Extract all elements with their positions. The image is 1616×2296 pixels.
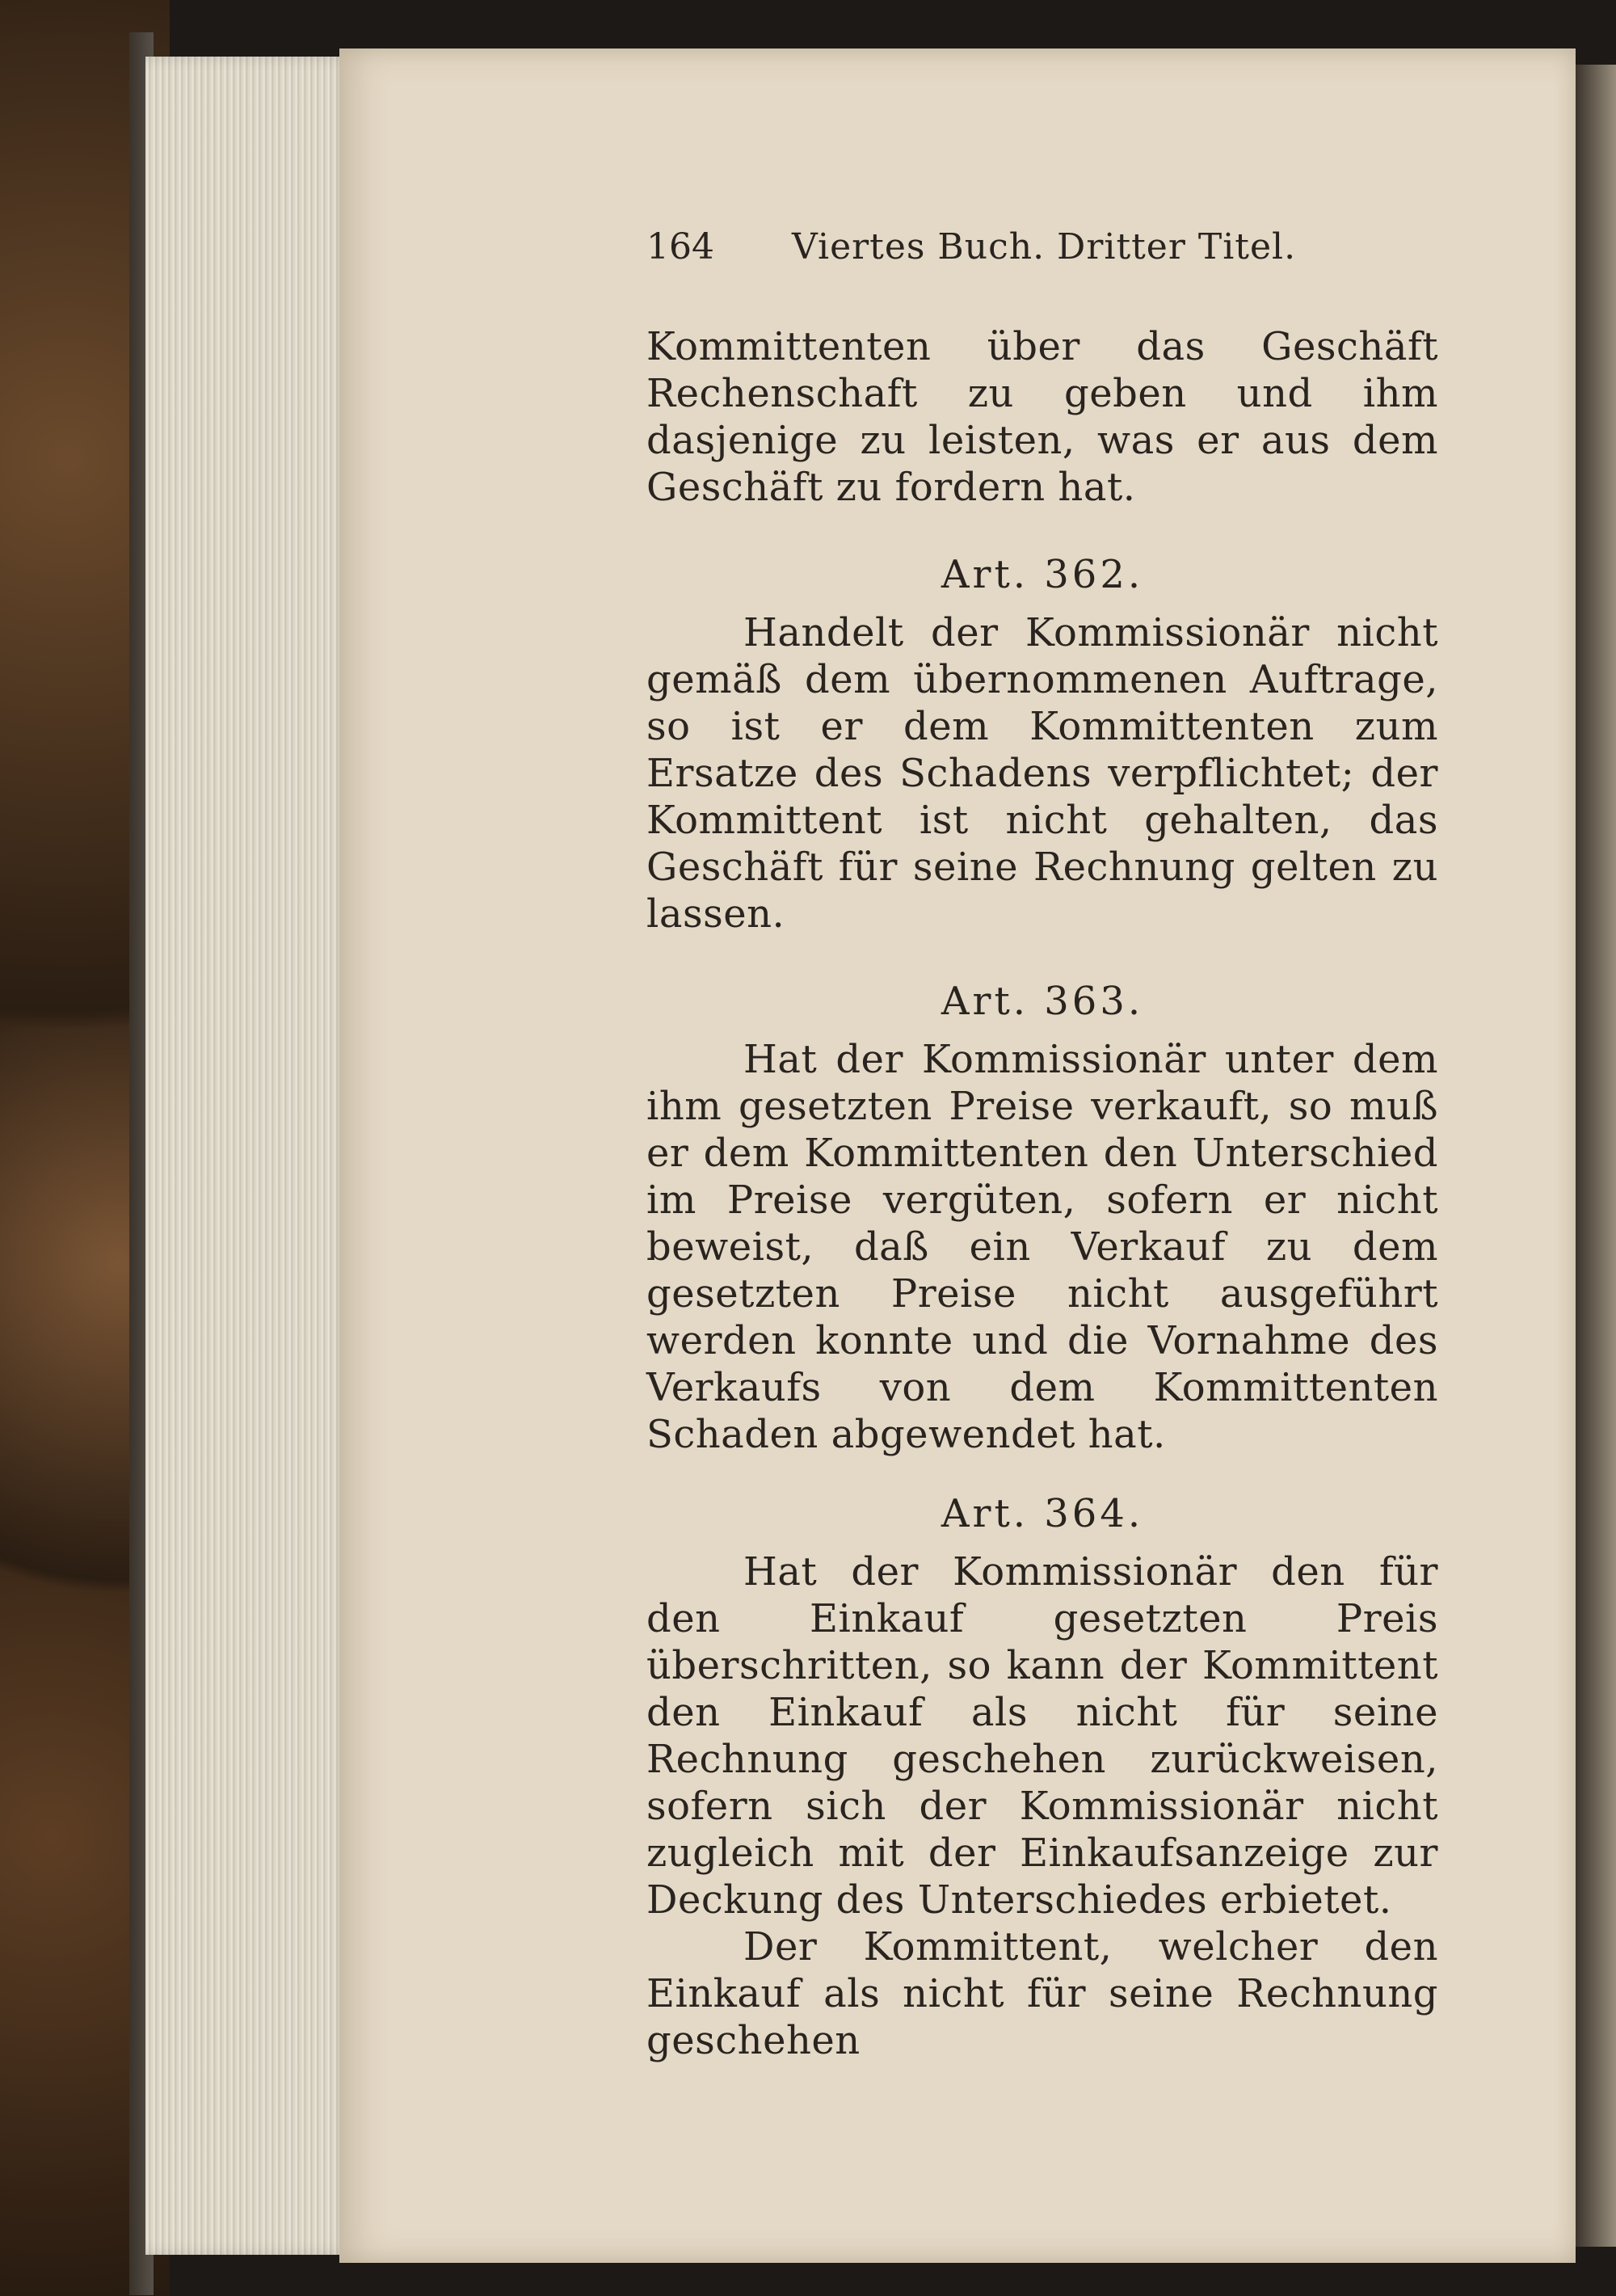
article-heading: Art. 362. xyxy=(941,552,1144,597)
article-paragraph: Handelt der Kommissionär nicht gemäß dem übernommenen Auftrage, so ist er dem Kommittenten zum Ersatze des Schadens verpflichtet; der Kommittent ist nicht gehalten, das Geschäft für seine Rechnung gelten zu lassen. xyxy=(646,610,1438,937)
article-heading: Art. 363. xyxy=(941,979,1144,1024)
running-title: Viertes Buch. Dritter Titel. xyxy=(792,226,1297,268)
facing-page-edge xyxy=(1576,65,1616,2247)
page-edges xyxy=(145,57,356,2255)
page-number: 164 xyxy=(646,226,714,268)
article-paragraph: Hat der Kommissionär unter dem ihm gesetzten Preise verkauft, so muß er dem Kommittenten den Unterschied im Preise vergüten, sofern er nicht beweist, daß ein Verkauf zu dem gesetzten Preise nicht ausgeführt werden konnte und die Vornahme des Verkaufs von dem Kommittenten Schaden abgewendet hat. xyxy=(646,1037,1438,1457)
article-heading: Art. 364. xyxy=(941,1491,1144,1536)
page-text xyxy=(646,323,1438,2064)
article-paragraph: Der Kommittent, welcher den Einkauf als nicht für seine Rechnung geschehen xyxy=(646,1924,1438,2063)
article-paragraph: Hat der Kommissionär den für den Einkauf gesetzten Preis überschritten, so kann der Kommittent den Einkauf als nicht für seine Rechnung geschehen zurückweisen, sofern sich der Kommissionär nicht zugleich mit der Einkaufsanzeige zur Deckung des Unterschiedes erbietet. xyxy=(646,1549,1438,1923)
continuation-paragraph: Kommittenten über das Geschäft Rechenschaft zu geben und ihm dasjenige zu leisten, was er aus dem Geschäft zu fordern hat. xyxy=(646,324,1438,510)
